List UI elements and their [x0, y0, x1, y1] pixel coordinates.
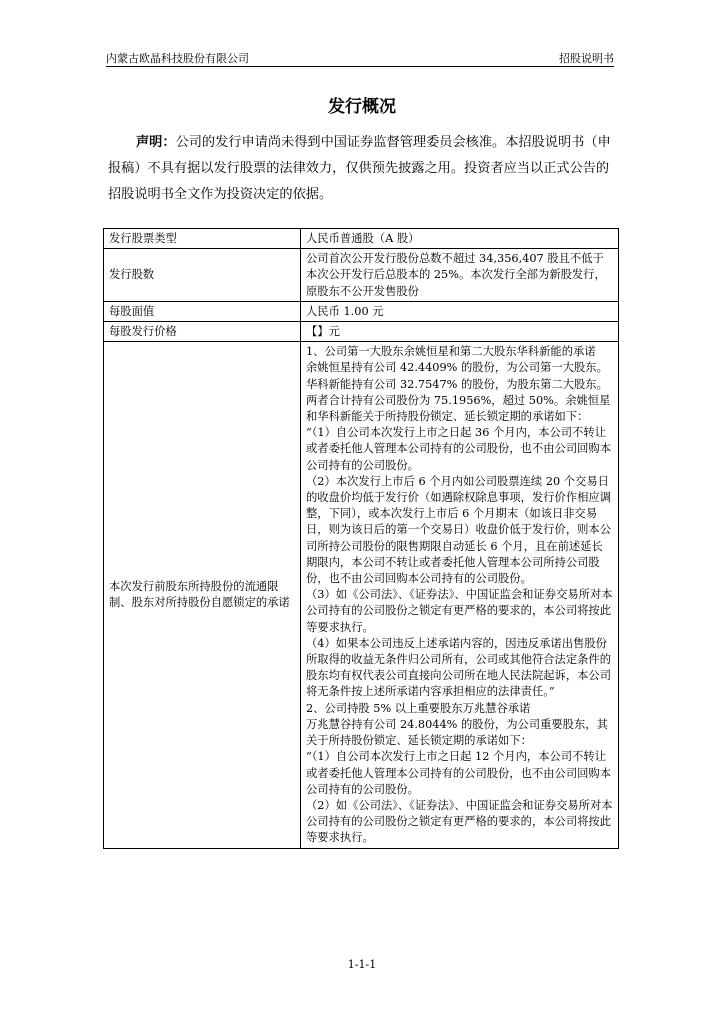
statement-text: 公司的发行申请尚未得到中国证券监督管理委员会核准。本招股说明书（申报稿）不具有据以发行股票的法律效力，仅供预先披露之用。投资者应当以正式公告的招股说明书全文作为投资决定的依据。 [108, 135, 611, 202]
commitment-paragraph: （2）如《公司法》、《证券法》、中国证监会和证券交易所对本公司持有的公司股份之锁定有更严格的要求的，本公司将按此等要求执行。 [306, 798, 613, 845]
statement-label: 声明： [136, 135, 176, 150]
row-label: 每股发行价格 [104, 322, 301, 342]
commitment-paragraph: 余姚恒星持有公司 42.4409% 的股份，为公司第一大股东。华科新能持有公司 32.7547% 的股份，为股东第二大股东。两者合计持有公司股份为 75.1956%，超过 50%。余姚恒星和华科新能关于所持股份锁定、延长锁定期的承诺如下： [306, 361, 611, 424]
commitment-text [301, 342, 619, 848]
commitment-paragraph: （2）本次发行上市后 6 个月内如公司股票连续 20 个交易日的收盘价均低于发行价（如遇除权除息事项，发行价作相应调整，下同），或本次发行上市后 6 个月期末（如该日非交易日，则为该日后的第一个交易日）收盘价低于发行价，则本公司所持公司股份的限售期限自动延长 6 个月，且在前述延长期限内，本公司不转让或者委托他人管理本公司所持公司股份，也不由公司回购本公司持有的公司股份。 [306, 474, 612, 586]
commitment-paragraph: （4）如果本公司违反上述承诺内容的，因违反承诺出售股份所取得的收益无条件归公司所有，公司或其他符合法定条件的股东均有权代表公司直接向公司所在地人民法院起诉，本公司将无条件按上述所承诺内容承担相应的法律责任。” [306, 636, 612, 699]
row-label: 每股面值 [104, 301, 301, 321]
page-number: 1-1-1 [347, 958, 377, 971]
table-row [104, 249, 619, 302]
header-company: 内蒙古欧晶科技股份有限公司 [106, 52, 249, 65]
row-value: 公司首次公开发行股份总数不超过 34,356,407 股且不低于本次公开发行后总股本的 25%。本次发行全部为新股发行，原股东不公开发售股份 [301, 249, 619, 302]
table-row [104, 322, 619, 342]
header-doc-type: 招股说明书 [559, 52, 614, 65]
row-value: 【】元 [301, 322, 619, 342]
table-row [104, 229, 619, 249]
commitment-paragraph: 1、公司第一大股东余姚恒星和第二大股东华科新能的承诺 [306, 345, 596, 359]
commitment-paragraph: 2、公司持股 5% 以上重要股东万兆慧谷承诺 [306, 701, 531, 715]
row-label: 发行股票类型 [104, 229, 301, 249]
commitment-paragraph: “（1）自公司本次发行上市之日起 36 个月内，本公司不转让或者委托他人管理本公司持有的公司股份，也不由公司回购本公司持有的公司股份。 [306, 426, 612, 472]
table-row-commitment [104, 342, 619, 848]
commitment-paragraph: 万兆慧谷持有公司 24.8044% 的股份，为公司重要股东，其关于所持股份锁定、延长锁定期的承诺如下： [306, 717, 608, 748]
statement [108, 130, 616, 208]
row-value: 人民币普通股（A 股） [301, 229, 619, 249]
row-label: 发行股数 [104, 249, 301, 302]
commitment-paragraph: （3）如《公司法》、《证券法》、中国证监会和证券交易所对本公司持有的公司股份之锁定有更严格的要求的，本公司将按此等要求执行。 [306, 588, 613, 634]
table-row [104, 301, 619, 321]
header-divider [106, 66, 614, 67]
page-title: 发行概况 [328, 97, 396, 117]
commitment-paragraph: “（1）自公司本次发行上市之日起 12 个月内，本公司不转让或者委托他人管理本公司持有的公司股份，也不由公司回购本公司持有的公司股份。 [306, 750, 612, 796]
commitment-label: 本次发行前股东所持股份的流通限制、股东对所持股份自愿锁定的承诺 [104, 342, 301, 848]
offering-table [103, 228, 619, 849]
row-value: 人民币 1.00 元 [301, 301, 619, 321]
